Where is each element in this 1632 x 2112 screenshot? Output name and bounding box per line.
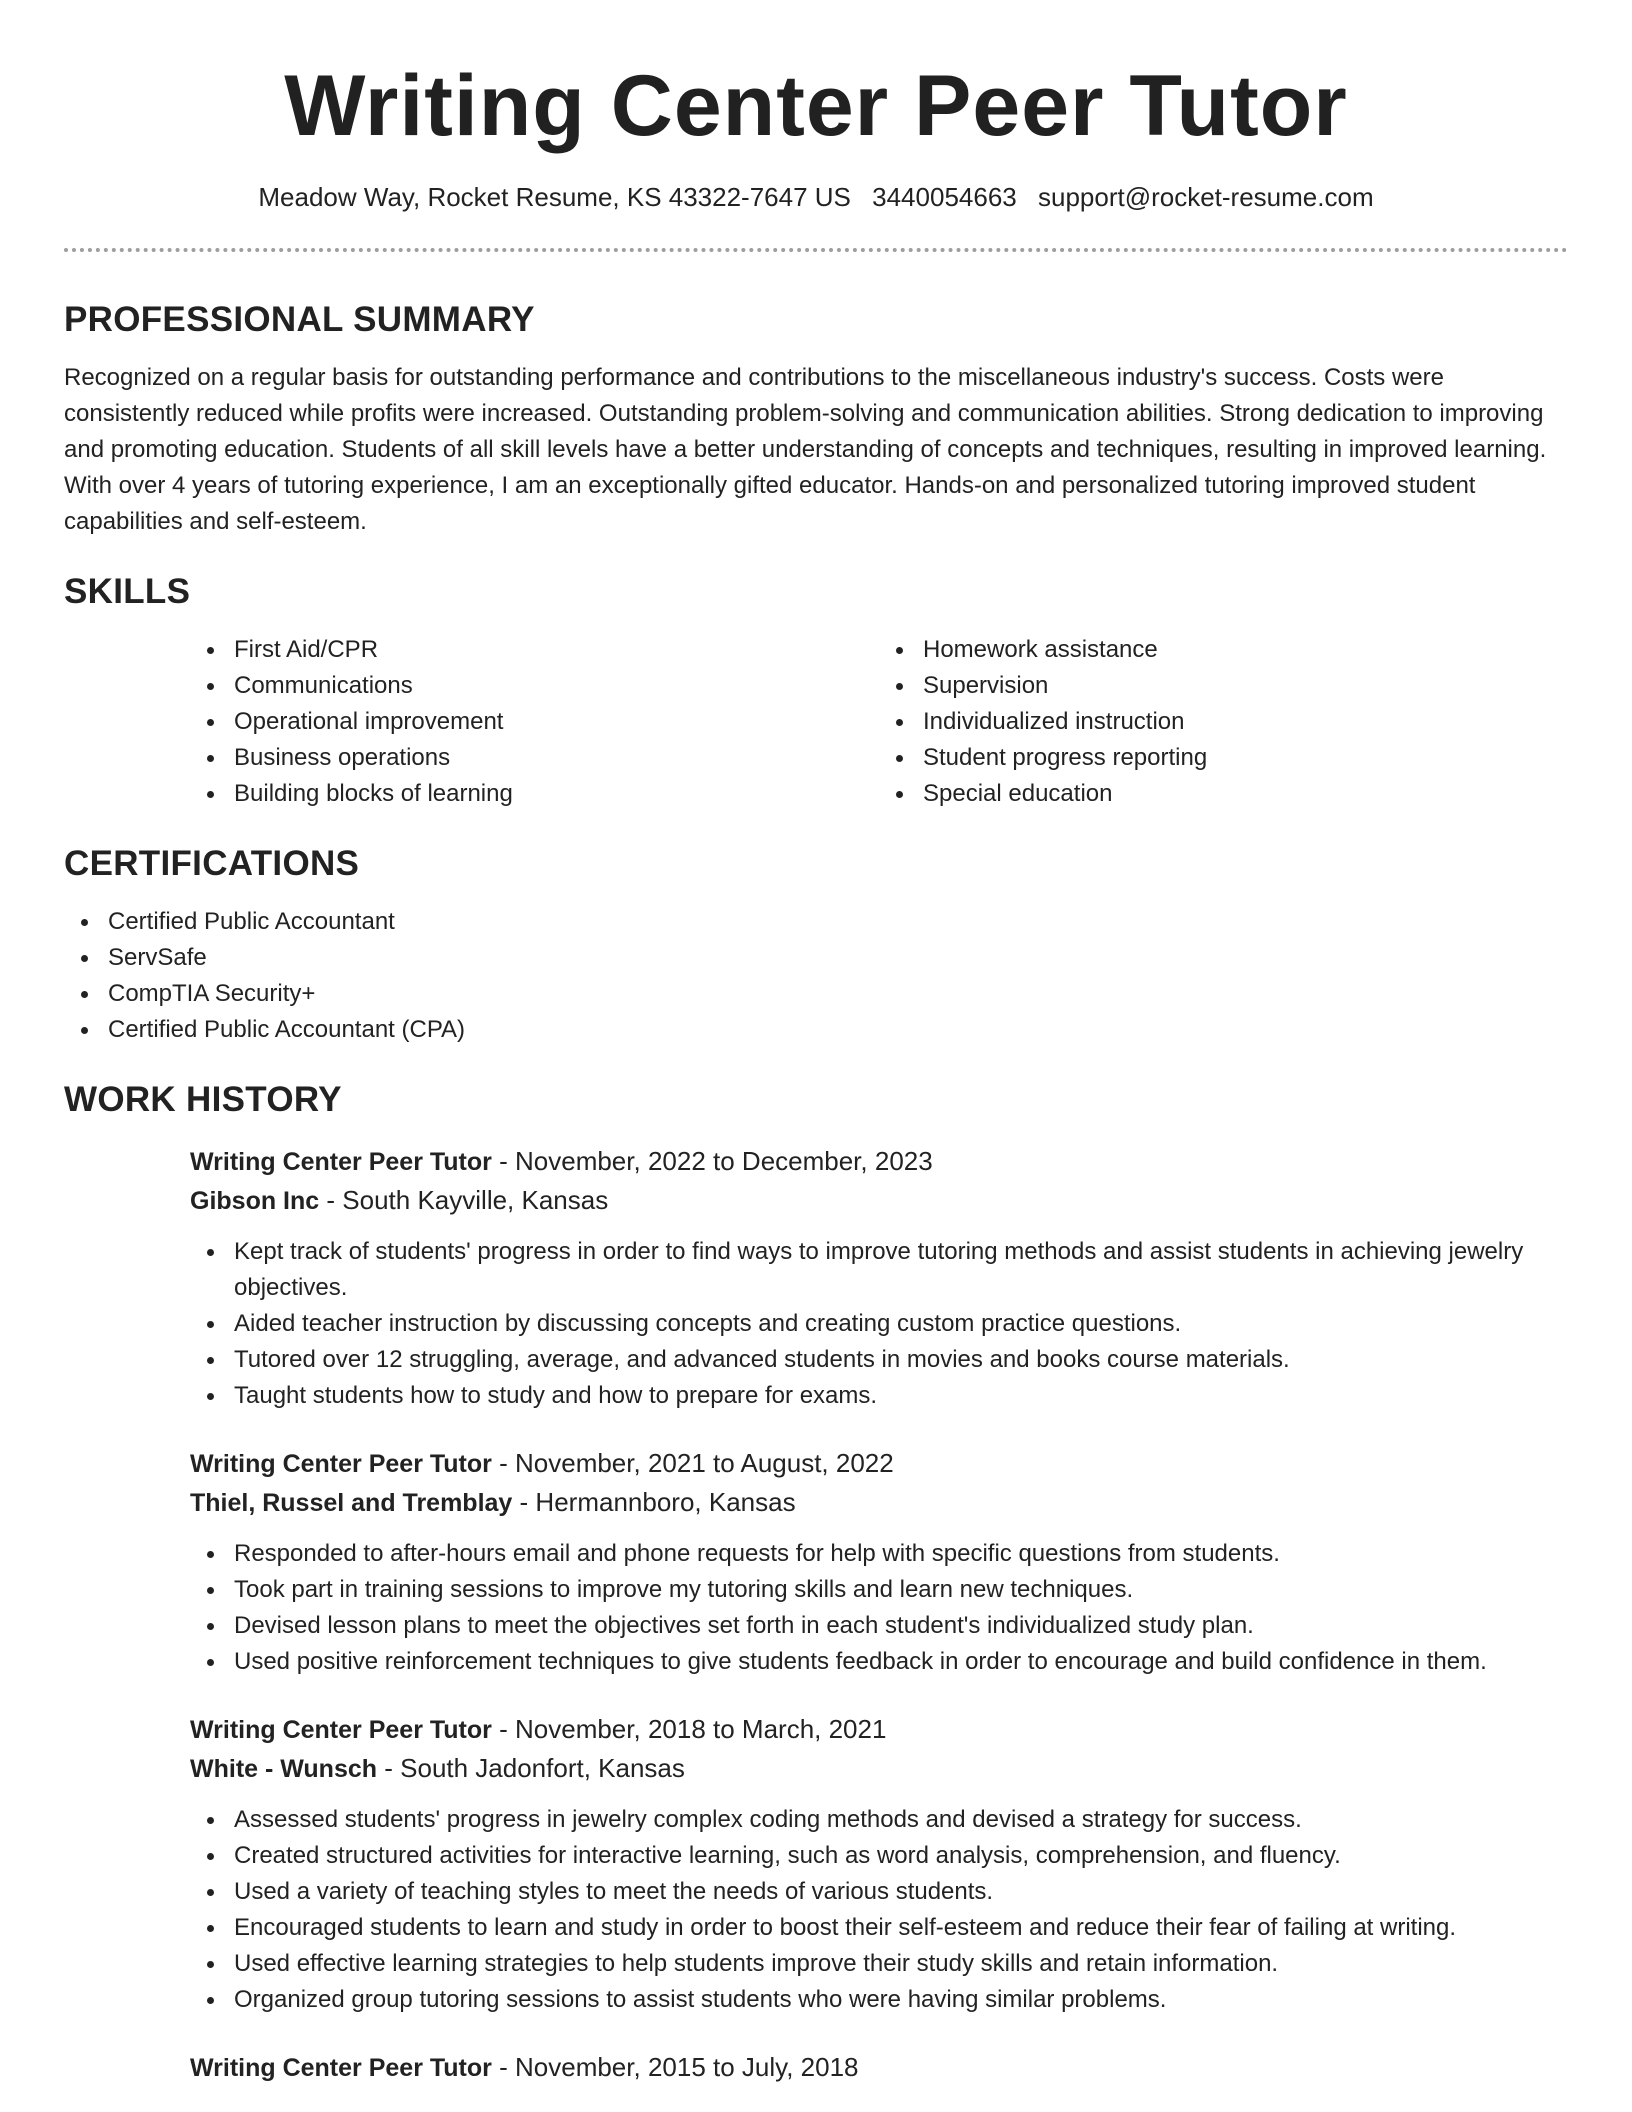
certifications-list (64, 904, 1568, 1048)
job-duty: Used positive reinforcement techniques to give students feedback in order to encourage and build confidence in them. (234, 1644, 1568, 1680)
job-entry (190, 2048, 1568, 2087)
job-company: Gibson Inc (190, 1187, 320, 1215)
job-location: - Hermannboro, Kansas (512, 1487, 796, 1517)
job-duties (190, 1802, 1568, 2018)
job-entry (190, 1444, 1568, 1680)
job-company-line (190, 1181, 1568, 1220)
contact-line (64, 180, 1568, 214)
skill-item: Homework assistance (923, 632, 1568, 668)
certification-item: ServSafe (108, 940, 1568, 976)
job-dates: - November, 2015 to July, 2018 (491, 2052, 859, 2082)
skills-heading: SKILLS (64, 572, 191, 611)
resume-page (64, 0, 1568, 2087)
job-company: White - Wunsch (190, 1755, 378, 1783)
job-duty: Created structured activities for interactive learning, such as word analysis, comprehension, and fluency. (234, 1838, 1568, 1874)
job-company-line (190, 1483, 1568, 1522)
job-dates: - November, 2021 to August, 2022 (491, 1448, 894, 1478)
skills-list-right (879, 632, 1568, 812)
job-duty: Took part in training sessions to improve my tutoring skills and learn new techniques. (234, 1572, 1568, 1608)
skill-item: First Aid/CPR (234, 632, 879, 668)
job-duty: Taught students how to study and how to prepare for exams. (234, 1378, 1568, 1414)
job-duty: Kept track of students' progress in order to find ways to improve tutoring methods and assist students in achieving jewelry objectives. (234, 1234, 1568, 1306)
skill-item: Special education (923, 776, 1568, 812)
job-dates: - November, 2018 to March, 2021 (491, 1714, 887, 1744)
job-company: Thiel, Russel and Tremblay (190, 1489, 513, 1517)
skills-list-left (190, 632, 879, 812)
job-duty: Used a variety of teaching styles to meet the needs of various students. (234, 1874, 1568, 1910)
header-divider (64, 248, 1568, 252)
certification-item: CompTIA Security+ (108, 976, 1568, 1012)
certifications-heading: CERTIFICATIONS (64, 844, 360, 883)
job-title-line (190, 1142, 1568, 1181)
job-entry (190, 1710, 1568, 2018)
job-duty: Responded to after-hours email and phone requests for help with specific questions from students. (234, 1536, 1568, 1572)
job-title-line (190, 2048, 1568, 2087)
job-role: Writing Center Peer Tutor (190, 2054, 492, 2082)
skill-item: Individualized instruction (923, 704, 1568, 740)
job-entry (190, 1142, 1568, 1414)
work-history-heading: WORK HISTORY (64, 1080, 342, 1119)
skill-item: Communications (234, 668, 879, 704)
job-duty: Devised lesson plans to meet the objectives set forth in each student's individualized study plan. (234, 1608, 1568, 1644)
skills-grid (190, 632, 1568, 812)
job-location: - South Kayville, Kansas (319, 1185, 609, 1215)
job-duty: Used effective learning strategies to help students improve their study skills and retain information. (234, 1946, 1568, 1982)
job-duty: Encouraged students to learn and study in order to boost their self-esteem and reduce their fear of failing at writing. (234, 1910, 1568, 1946)
skill-item: Business operations (234, 740, 879, 776)
job-title-line (190, 1444, 1568, 1483)
job-role: Writing Center Peer Tutor (190, 1716, 492, 1744)
job-role: Writing Center Peer Tutor (190, 1148, 492, 1176)
skill-item: Building blocks of learning (234, 776, 879, 812)
contact-phone: 3440054663 (872, 182, 1017, 212)
summary-text: Recognized on a regular basis for outstanding performance and contributions to the miscellaneous industry's success. Costs were consistently reduced while profits were increased. Outstanding problem-solving and communication abilities. Strong dedication to improving and promoting education. Students of all skill levels have a better understanding of concepts and techniques, resulting in improved learning. With over 4 years of tutoring experience, I am an exceptionally gifted educator. Hands-on and personalized tutoring improved student capabilities and self-esteem. (64, 364, 1547, 535)
contact-address: Meadow Way, Rocket Resume, KS 43322-7647 US (258, 182, 851, 212)
skill-item: Student progress reporting (923, 740, 1568, 776)
job-duty: Assessed students' progress in jewelry complex coding methods and devised a strategy for success. (234, 1802, 1568, 1838)
job-duty: Organized group tutoring sessions to assist students who were having similar problems. (234, 1982, 1568, 2018)
job-company-line (190, 1749, 1568, 1788)
resume-name: Writing Center Peer Tutor (284, 58, 1348, 154)
certification-item: Certified Public Accountant (108, 904, 1568, 940)
skill-item: Operational improvement (234, 704, 879, 740)
summary-heading: PROFESSIONAL SUMMARY (64, 300, 535, 339)
contact-email: support@rocket-resume.com (1037, 182, 1374, 212)
job-dates: - November, 2022 to December, 2023 (491, 1146, 933, 1176)
job-duty: Aided teacher instruction by discussing concepts and creating custom practice questions. (234, 1306, 1568, 1342)
job-title-line (190, 1710, 1568, 1749)
job-duties (190, 1234, 1568, 1414)
job-role: Writing Center Peer Tutor (190, 1450, 492, 1478)
skill-item: Supervision (923, 668, 1568, 704)
job-location: - South Jadonfort, Kansas (377, 1753, 685, 1783)
job-duties (190, 1536, 1568, 1680)
certification-item: Certified Public Accountant (CPA) (108, 1012, 1568, 1048)
job-duty: Tutored over 12 struggling, average, and advanced students in movies and books course materials. (234, 1342, 1568, 1378)
